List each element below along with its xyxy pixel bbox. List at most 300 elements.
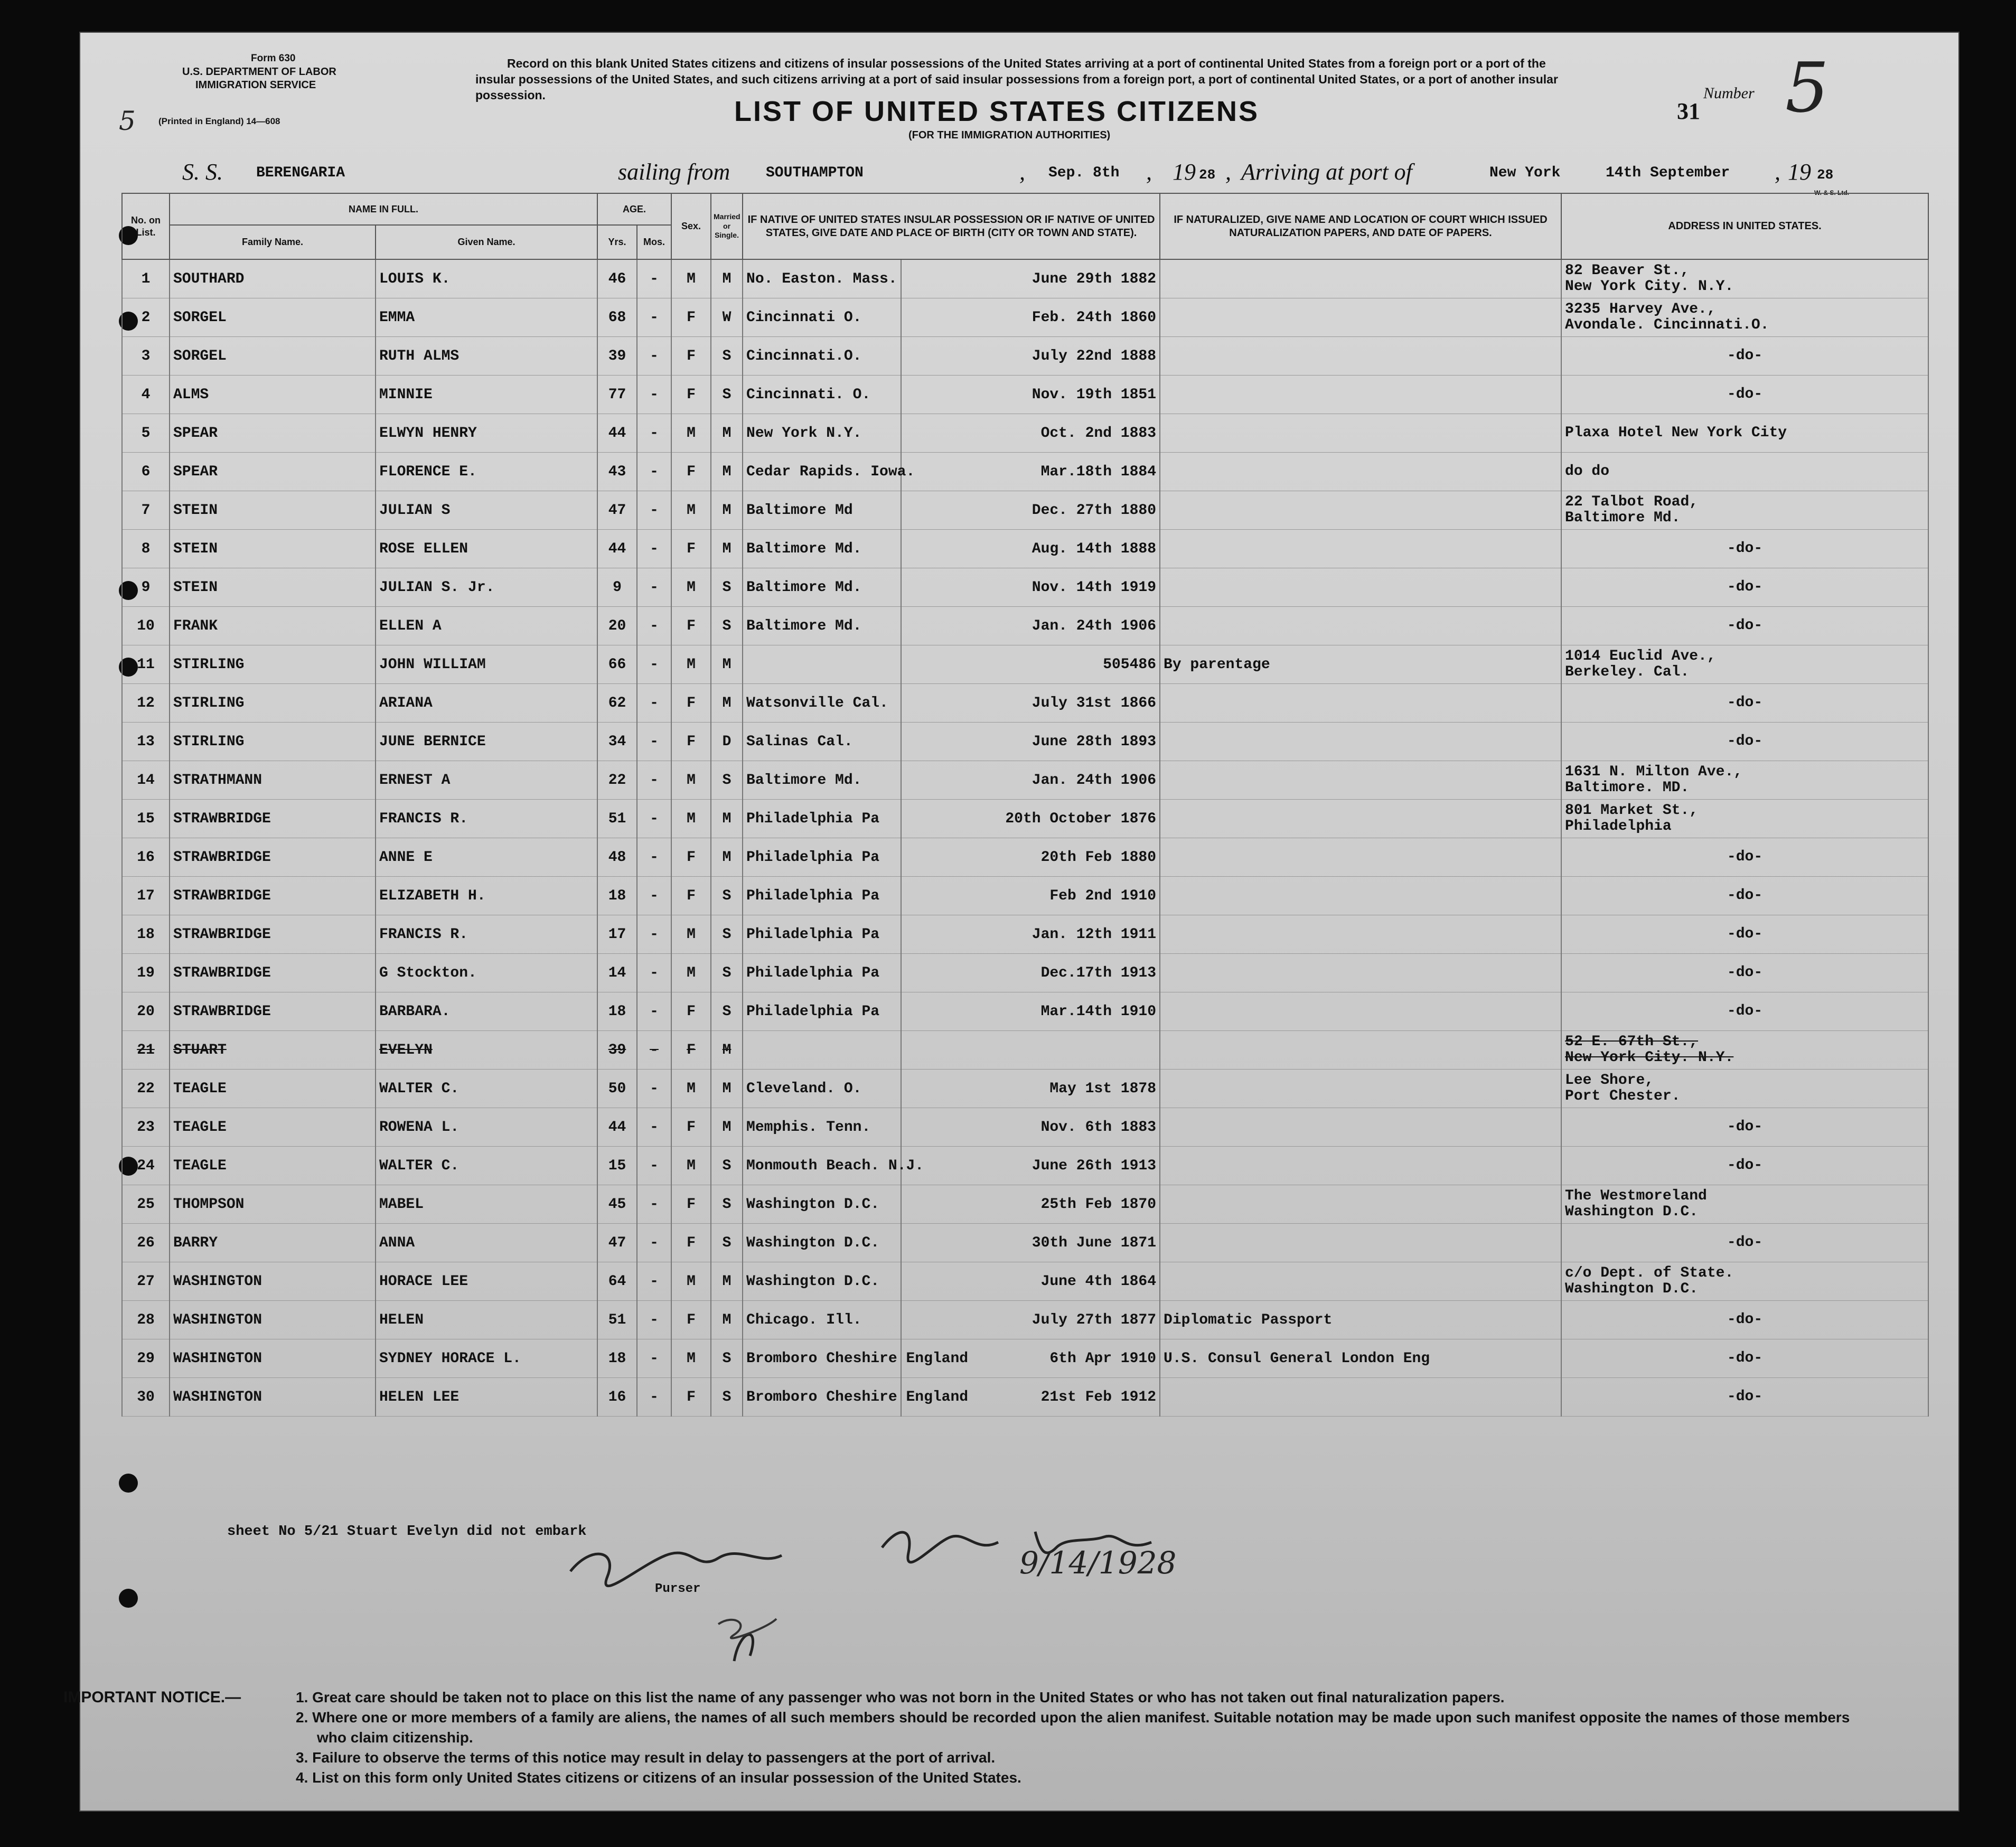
sex: F (671, 1185, 711, 1224)
passenger-row (122, 645, 1928, 684)
row-number: 24 (122, 1147, 170, 1185)
birth-place: Chicago. Ill. (743, 1301, 901, 1339)
age-years: 18 (597, 992, 637, 1031)
row-number: 25 (122, 1185, 170, 1224)
passenger-row (122, 992, 1928, 1031)
notice-item: 1. Great care should be taken not to place on this list the name of any passenger who was not born in the United States or who has not taken out final naturalization papers. (296, 1689, 1505, 1705)
address-line-1: -do- (1727, 386, 1763, 402)
birth-date: Aug. 14th 1888 (901, 530, 1160, 568)
passenger-row (122, 376, 1928, 414)
col-no: No. on List. (122, 193, 170, 259)
address-line-2: Avondale. Cincinnati.O. (1565, 317, 1769, 333)
marital-status: S (711, 1339, 743, 1378)
row-number: 23 (122, 1108, 170, 1147)
marital-status: M (711, 800, 743, 838)
passenger-table (121, 193, 1929, 1417)
age-years: 39 (597, 337, 637, 376)
passenger-row (122, 568, 1928, 607)
row-number: 11 (122, 645, 170, 684)
birth-date: Mar.18th 1884 (901, 453, 1160, 491)
age-months: - (637, 838, 671, 877)
birth-place: New York N.Y. (743, 414, 901, 453)
birth-place: Washington D.C. (743, 1262, 901, 1301)
address (1561, 723, 1928, 761)
row-number: 14 (122, 761, 170, 800)
sex: F (671, 1224, 711, 1262)
family-name: WASHINGTON (170, 1378, 376, 1417)
given-name: EMMA (376, 298, 597, 337)
sex: F (671, 684, 711, 723)
birth-date: 20th October 1876 (901, 800, 1160, 838)
age-years: 14 (597, 954, 637, 992)
birth-date: July 22nd 1888 (901, 337, 1160, 376)
address-line-1: -do- (1727, 1003, 1763, 1019)
given-name: JUNE BERNICE (376, 723, 597, 761)
notice-item: 4. List on this form only United States citizens or citizens of an insular possession of the United States. (296, 1769, 1021, 1786)
sex: M (671, 800, 711, 838)
printer-mark: W. & S. Ltd. (1814, 189, 1849, 196)
row-number: 20 (122, 992, 170, 1031)
address-line-1: 3235 Harvey Ave., (1565, 301, 1716, 317)
address (1561, 954, 1928, 992)
naturalization (1160, 453, 1561, 491)
passenger-row (122, 1262, 1928, 1301)
address-line-1: 1014 Euclid Ave., (1565, 648, 1716, 664)
birth-date: July 27th 1877 (901, 1301, 1160, 1339)
sex: M (671, 915, 711, 954)
marital-status: S (711, 1224, 743, 1262)
family-name: STRAWBRIDGE (170, 954, 376, 992)
address (1561, 298, 1928, 337)
address-line-2: New York City. N.Y. (1565, 1049, 1734, 1066)
notice-heading: IMPORTANT NOTICE.— (63, 1689, 241, 1706)
marital-status: M (711, 530, 743, 568)
birth-place: Salinas Cal. (743, 723, 901, 761)
address (1561, 414, 1928, 453)
address-line-1: -do- (1727, 964, 1763, 981)
age-months: - (637, 1378, 671, 1417)
given-name: SYDNEY HORACE L. (376, 1339, 597, 1378)
age-months: - (637, 723, 671, 761)
row-number: 9 (122, 568, 170, 607)
given-name: MABEL (376, 1185, 597, 1224)
naturalization (1160, 838, 1561, 877)
birth-date: 6th Apr 1910 (901, 1339, 1160, 1378)
sex: F (671, 1301, 711, 1339)
col-sex: Sex. (671, 193, 711, 259)
given-name: HELEN (376, 1301, 597, 1339)
row-number: 19 (122, 954, 170, 992)
naturalization (1160, 1224, 1561, 1262)
passenger-row (122, 877, 1928, 915)
marital-status: S (711, 337, 743, 376)
birth-date: Jan. 12th 1911 (901, 915, 1160, 954)
passenger-row (122, 607, 1928, 645)
address (1561, 530, 1928, 568)
naturalization (1160, 298, 1561, 337)
birth-place: Philadelphia Pa (743, 800, 901, 838)
address-line-2: Philadelphia (1565, 818, 1672, 835)
family-name: WASHINGTON (170, 1339, 376, 1378)
birth-place: Baltimore Md. (743, 530, 901, 568)
sex: M (671, 491, 711, 530)
address-line-1: 52 E. 67th St., (1565, 1034, 1699, 1050)
given-name: ANNA (376, 1224, 597, 1262)
age-months: - (637, 1070, 671, 1108)
sex: F (671, 453, 711, 491)
address-line-1: 22 Talbot Road, (1565, 494, 1699, 510)
naturalization (1160, 1070, 1561, 1108)
sex: F (671, 337, 711, 376)
number-label: Number (1703, 85, 1755, 102)
family-name: STIRLING (170, 645, 376, 684)
age-years: 66 (597, 645, 637, 684)
naturalization (1160, 1031, 1561, 1070)
passenger-row (122, 491, 1928, 530)
row-number: 6 (122, 453, 170, 491)
naturalization (1160, 491, 1561, 530)
naturalization (1160, 992, 1561, 1031)
address-line-2: New York City. N.Y. (1565, 278, 1734, 295)
birth-place: Baltimore Md (743, 491, 901, 530)
given-name: ROWENA L. (376, 1108, 597, 1147)
family-name: TEAGLE (170, 1108, 376, 1147)
birth-place: Memphis. Tenn. (743, 1108, 901, 1147)
arrival-port: New York (1489, 165, 1561, 181)
family-name: FRANK (170, 607, 376, 645)
arrival-year-prefix: 19 (1788, 159, 1811, 185)
col-family-name: Family Name. (170, 225, 376, 259)
address (1561, 259, 1928, 298)
naturalization (1160, 915, 1561, 954)
birth-date: 30th June 1871 (901, 1224, 1160, 1262)
marital-status: D (711, 723, 743, 761)
birth-place: Washington D.C. (743, 1185, 901, 1224)
naturalization (1160, 414, 1561, 453)
given-name: BARBARA. (376, 992, 597, 1031)
row-number: 30 (122, 1378, 170, 1417)
age-years: 17 (597, 915, 637, 954)
given-name: ANNE E (376, 838, 597, 877)
sex: F (671, 877, 711, 915)
address-line-1: -do- (1727, 1157, 1763, 1174)
sex: M (671, 414, 711, 453)
age-months: - (637, 414, 671, 453)
age-years: 51 (597, 800, 637, 838)
family-name: THOMPSON (170, 1185, 376, 1224)
address-line-1: -do- (1727, 1350, 1763, 1366)
birth-place: Baltimore Md. (743, 568, 901, 607)
given-name: FRANCIS R. (376, 800, 597, 838)
address-line-1: -do- (1727, 579, 1763, 595)
passenger-row (122, 723, 1928, 761)
naturalization (1160, 954, 1561, 992)
address (1561, 838, 1928, 877)
passenger-row (122, 259, 1928, 298)
birth-place: Bromboro Cheshire England (743, 1378, 901, 1417)
birth-date: 25th Feb 1870 (901, 1185, 1160, 1224)
marital-status: M (711, 684, 743, 723)
address (1561, 800, 1928, 838)
address-line-1: c/o Dept. of State. (1565, 1265, 1734, 1281)
age-months: - (637, 1224, 671, 1262)
sail-date: Sep. 8th (1048, 165, 1120, 181)
marital-status: M (711, 1070, 743, 1108)
age-years: 20 (597, 607, 637, 645)
address (1561, 1031, 1928, 1070)
footer-note: sheet No 5/21 Stuart Evelyn did not embark (227, 1524, 587, 1540)
family-name: SPEAR (170, 453, 376, 491)
age-months: - (637, 1147, 671, 1185)
age-months: - (637, 259, 671, 298)
address-line-1: -do- (1727, 926, 1763, 942)
naturalization: Diplomatic Passport (1160, 1301, 1561, 1339)
marital-status: M (711, 491, 743, 530)
age-years: 46 (597, 259, 637, 298)
ship-name: BERENGARIA (256, 165, 345, 181)
age-years: 62 (597, 684, 637, 723)
page-number: 31 (1677, 98, 1700, 124)
age-years: 51 (597, 1301, 637, 1339)
age-months: - (637, 800, 671, 838)
birth-place: Baltimore Md. (743, 761, 901, 800)
family-name: STRAWBRIDGE (170, 800, 376, 838)
address-line-1: -do- (1727, 695, 1763, 711)
birth-place: Philadelphia Pa (743, 838, 901, 877)
given-name: WALTER C. (376, 1070, 597, 1108)
row-number: 16 (122, 838, 170, 877)
birth-date: Dec. 27th 1880 (901, 491, 1160, 530)
marital-status: M (711, 1301, 743, 1339)
family-name: STIRLING (170, 723, 376, 761)
age-years: 18 (597, 1339, 637, 1378)
row-number: 12 (122, 684, 170, 723)
age-years: 64 (597, 1262, 637, 1301)
page-subtitle: (FOR THE IMMIGRATION AUTHORITIES) (908, 129, 1111, 141)
birth-date: Nov. 14th 1919 (901, 568, 1160, 607)
age-months: - (637, 568, 671, 607)
passenger-row (122, 298, 1928, 337)
row-number: 26 (122, 1224, 170, 1262)
family-name: SPEAR (170, 414, 376, 453)
birth-date: Feb 2nd 1910 (901, 877, 1160, 915)
given-name: EVELYN (376, 1031, 597, 1070)
notice-item: 3. Failure to observe the terms of this notice may result in delay to passengers at the port of arrival. (296, 1749, 996, 1766)
age-months: - (637, 453, 671, 491)
given-name: JULIAN S. Jr. (376, 568, 597, 607)
birth-date: July 31st 1866 (901, 684, 1160, 723)
age-months: - (637, 992, 671, 1031)
naturalization (1160, 1378, 1561, 1417)
marital-status: M (711, 453, 743, 491)
marital-status: S (711, 607, 743, 645)
family-name: SORGEL (170, 298, 376, 337)
col-name-in-full: NAME IN FULL. (170, 193, 597, 225)
row-number: 15 (122, 800, 170, 838)
birth-date: 505486 (901, 645, 1160, 684)
birth-place: Cedar Rapids. Iowa. (743, 453, 901, 491)
sex: F (671, 530, 711, 568)
row-number: 5 (122, 414, 170, 453)
age-years: 22 (597, 761, 637, 800)
age-years: 68 (597, 298, 637, 337)
sex: F (671, 1108, 711, 1147)
arrival-date: 14th September (1606, 165, 1730, 181)
naturalization (1160, 1147, 1561, 1185)
address (1561, 376, 1928, 414)
notice-item: 2. Where one or more members of a family are aliens, the names of all such members should be recorded upon the alien manifest. Suitable notation may be made upon such manifest opposite the names of those members who claim citizenship. (296, 1709, 1850, 1746)
sail-year: 28 (1199, 167, 1216, 183)
passenger-row (122, 1070, 1928, 1108)
age-months: - (637, 607, 671, 645)
naturalization: By parentage (1160, 645, 1561, 684)
birth-place: Philadelphia Pa (743, 992, 901, 1031)
row-number: 1 (122, 259, 170, 298)
birth-place: Baltimore Md. (743, 607, 901, 645)
age-months: - (637, 954, 671, 992)
address-line-1: -do- (1727, 1311, 1763, 1328)
department-label: U.S. DEPARTMENT OF LABOR (182, 66, 336, 78)
passenger-row (122, 1339, 1928, 1378)
ss-label: S. S. (182, 159, 223, 185)
family-name: STEIN (170, 491, 376, 530)
marital-status: W (711, 298, 743, 337)
birth-place: Philadelphia Pa (743, 954, 901, 992)
left-mark: 5 (119, 106, 136, 136)
printed-label: (Printed in England) 14—608 (158, 116, 280, 126)
birth-date: 20th Feb 1880 (901, 838, 1160, 877)
sex: M (671, 1147, 711, 1185)
address-line-2: Berkeley. Cal. (1565, 664, 1690, 680)
sail-year-prefix: 19 (1173, 159, 1196, 185)
col-age: AGE. (597, 193, 671, 225)
family-name: STRAWBRIDGE (170, 915, 376, 954)
age-months: - (637, 1031, 671, 1070)
given-name: ELIZABETH H. (376, 877, 597, 915)
purser-signature (560, 1534, 856, 1640)
address (1561, 1301, 1928, 1339)
given-name: HELEN LEE (376, 1378, 597, 1417)
age-years: 18 (597, 877, 637, 915)
passenger-row (122, 800, 1928, 838)
birth-place: Washington D.C. (743, 1224, 901, 1262)
birth-place: Monmouth Beach. N.J. (743, 1147, 901, 1185)
from-port: SOUTHAMPTON (766, 165, 864, 181)
address (1561, 1147, 1928, 1185)
family-name: TEAGLE (170, 1070, 376, 1108)
birth-date: Feb. 24th 1860 (901, 298, 1160, 337)
row-number: 21 (122, 1031, 170, 1070)
sex: M (671, 645, 711, 684)
marital-status: M (711, 259, 743, 298)
address-line-1: -do- (1727, 348, 1763, 364)
age-years: 77 (597, 376, 637, 414)
address-line-1: -do- (1727, 887, 1763, 904)
passenger-row (122, 915, 1928, 954)
age-years: 15 (597, 1147, 637, 1185)
address-line-1: Lee Shore, (1565, 1072, 1654, 1089)
marital-status: S (711, 992, 743, 1031)
naturalization (1160, 877, 1561, 915)
arriving-label: Arriving at port of (1241, 159, 1412, 185)
age-months: - (637, 1301, 671, 1339)
birth-date (901, 1031, 1160, 1070)
age-months: - (637, 376, 671, 414)
naturalization (1160, 259, 1561, 298)
col-years: Yrs. (597, 225, 637, 259)
naturalization (1160, 568, 1561, 607)
row-number: 28 (122, 1301, 170, 1339)
family-name: SORGEL (170, 337, 376, 376)
age-months: - (637, 1262, 671, 1301)
address (1561, 337, 1928, 376)
given-name: ELLEN A (376, 607, 597, 645)
address (1561, 568, 1928, 607)
marital-status: S (711, 1147, 743, 1185)
given-name: WALTER C. (376, 1147, 597, 1185)
passenger-row (122, 761, 1928, 800)
row-number: 8 (122, 530, 170, 568)
passenger-row (122, 1301, 1928, 1339)
marital-status: S (711, 1185, 743, 1224)
age-years: 45 (597, 1185, 637, 1224)
birth-date: Jan. 24th 1906 (901, 607, 1160, 645)
given-name: JOHN WILLIAM (376, 645, 597, 684)
passenger-row (122, 838, 1928, 877)
family-name: STEIN (170, 530, 376, 568)
address-line-2: Baltimore Md. (1565, 510, 1681, 526)
address-line-1: -do- (1727, 733, 1763, 749)
given-name: JULIAN S (376, 491, 597, 530)
row-number: 10 (122, 607, 170, 645)
row-number: 13 (122, 723, 170, 761)
given-name: ERNEST A (376, 761, 597, 800)
given-name: FLORENCE E. (376, 453, 597, 491)
naturalization (1160, 1108, 1561, 1147)
age-years: 48 (597, 838, 637, 877)
sex: F (671, 838, 711, 877)
age-years: 44 (597, 1108, 637, 1147)
sex: F (671, 1031, 711, 1070)
family-name: TEAGLE (170, 1147, 376, 1185)
age-months: - (637, 645, 671, 684)
row-number: 29 (122, 1339, 170, 1378)
age-months: - (637, 877, 671, 915)
marital-status: S (711, 376, 743, 414)
sex: F (671, 723, 711, 761)
marital-status: S (711, 1378, 743, 1417)
passenger-row (122, 414, 1928, 453)
address (1561, 1185, 1928, 1224)
birth-date: June 4th 1864 (901, 1262, 1160, 1301)
birth-place: Watsonville Cal. (743, 684, 901, 723)
age-months: - (637, 337, 671, 376)
birth-place: Philadelphia Pa (743, 877, 901, 915)
naturalization (1160, 337, 1561, 376)
age-years: 47 (597, 491, 637, 530)
age-months: - (637, 1108, 671, 1147)
address (1561, 491, 1928, 530)
form-number: Form 630 (251, 53, 296, 64)
number-value: 5 (1785, 48, 1829, 128)
sex: M (671, 259, 711, 298)
passenger-row (122, 1224, 1928, 1262)
birth-date: Jan. 24th 1906 (901, 761, 1160, 800)
sex: F (671, 992, 711, 1031)
birth-place: Philadelphia Pa (743, 915, 901, 954)
birth-date: June 26th 1913 (901, 1147, 1160, 1185)
age-years: 34 (597, 723, 637, 761)
